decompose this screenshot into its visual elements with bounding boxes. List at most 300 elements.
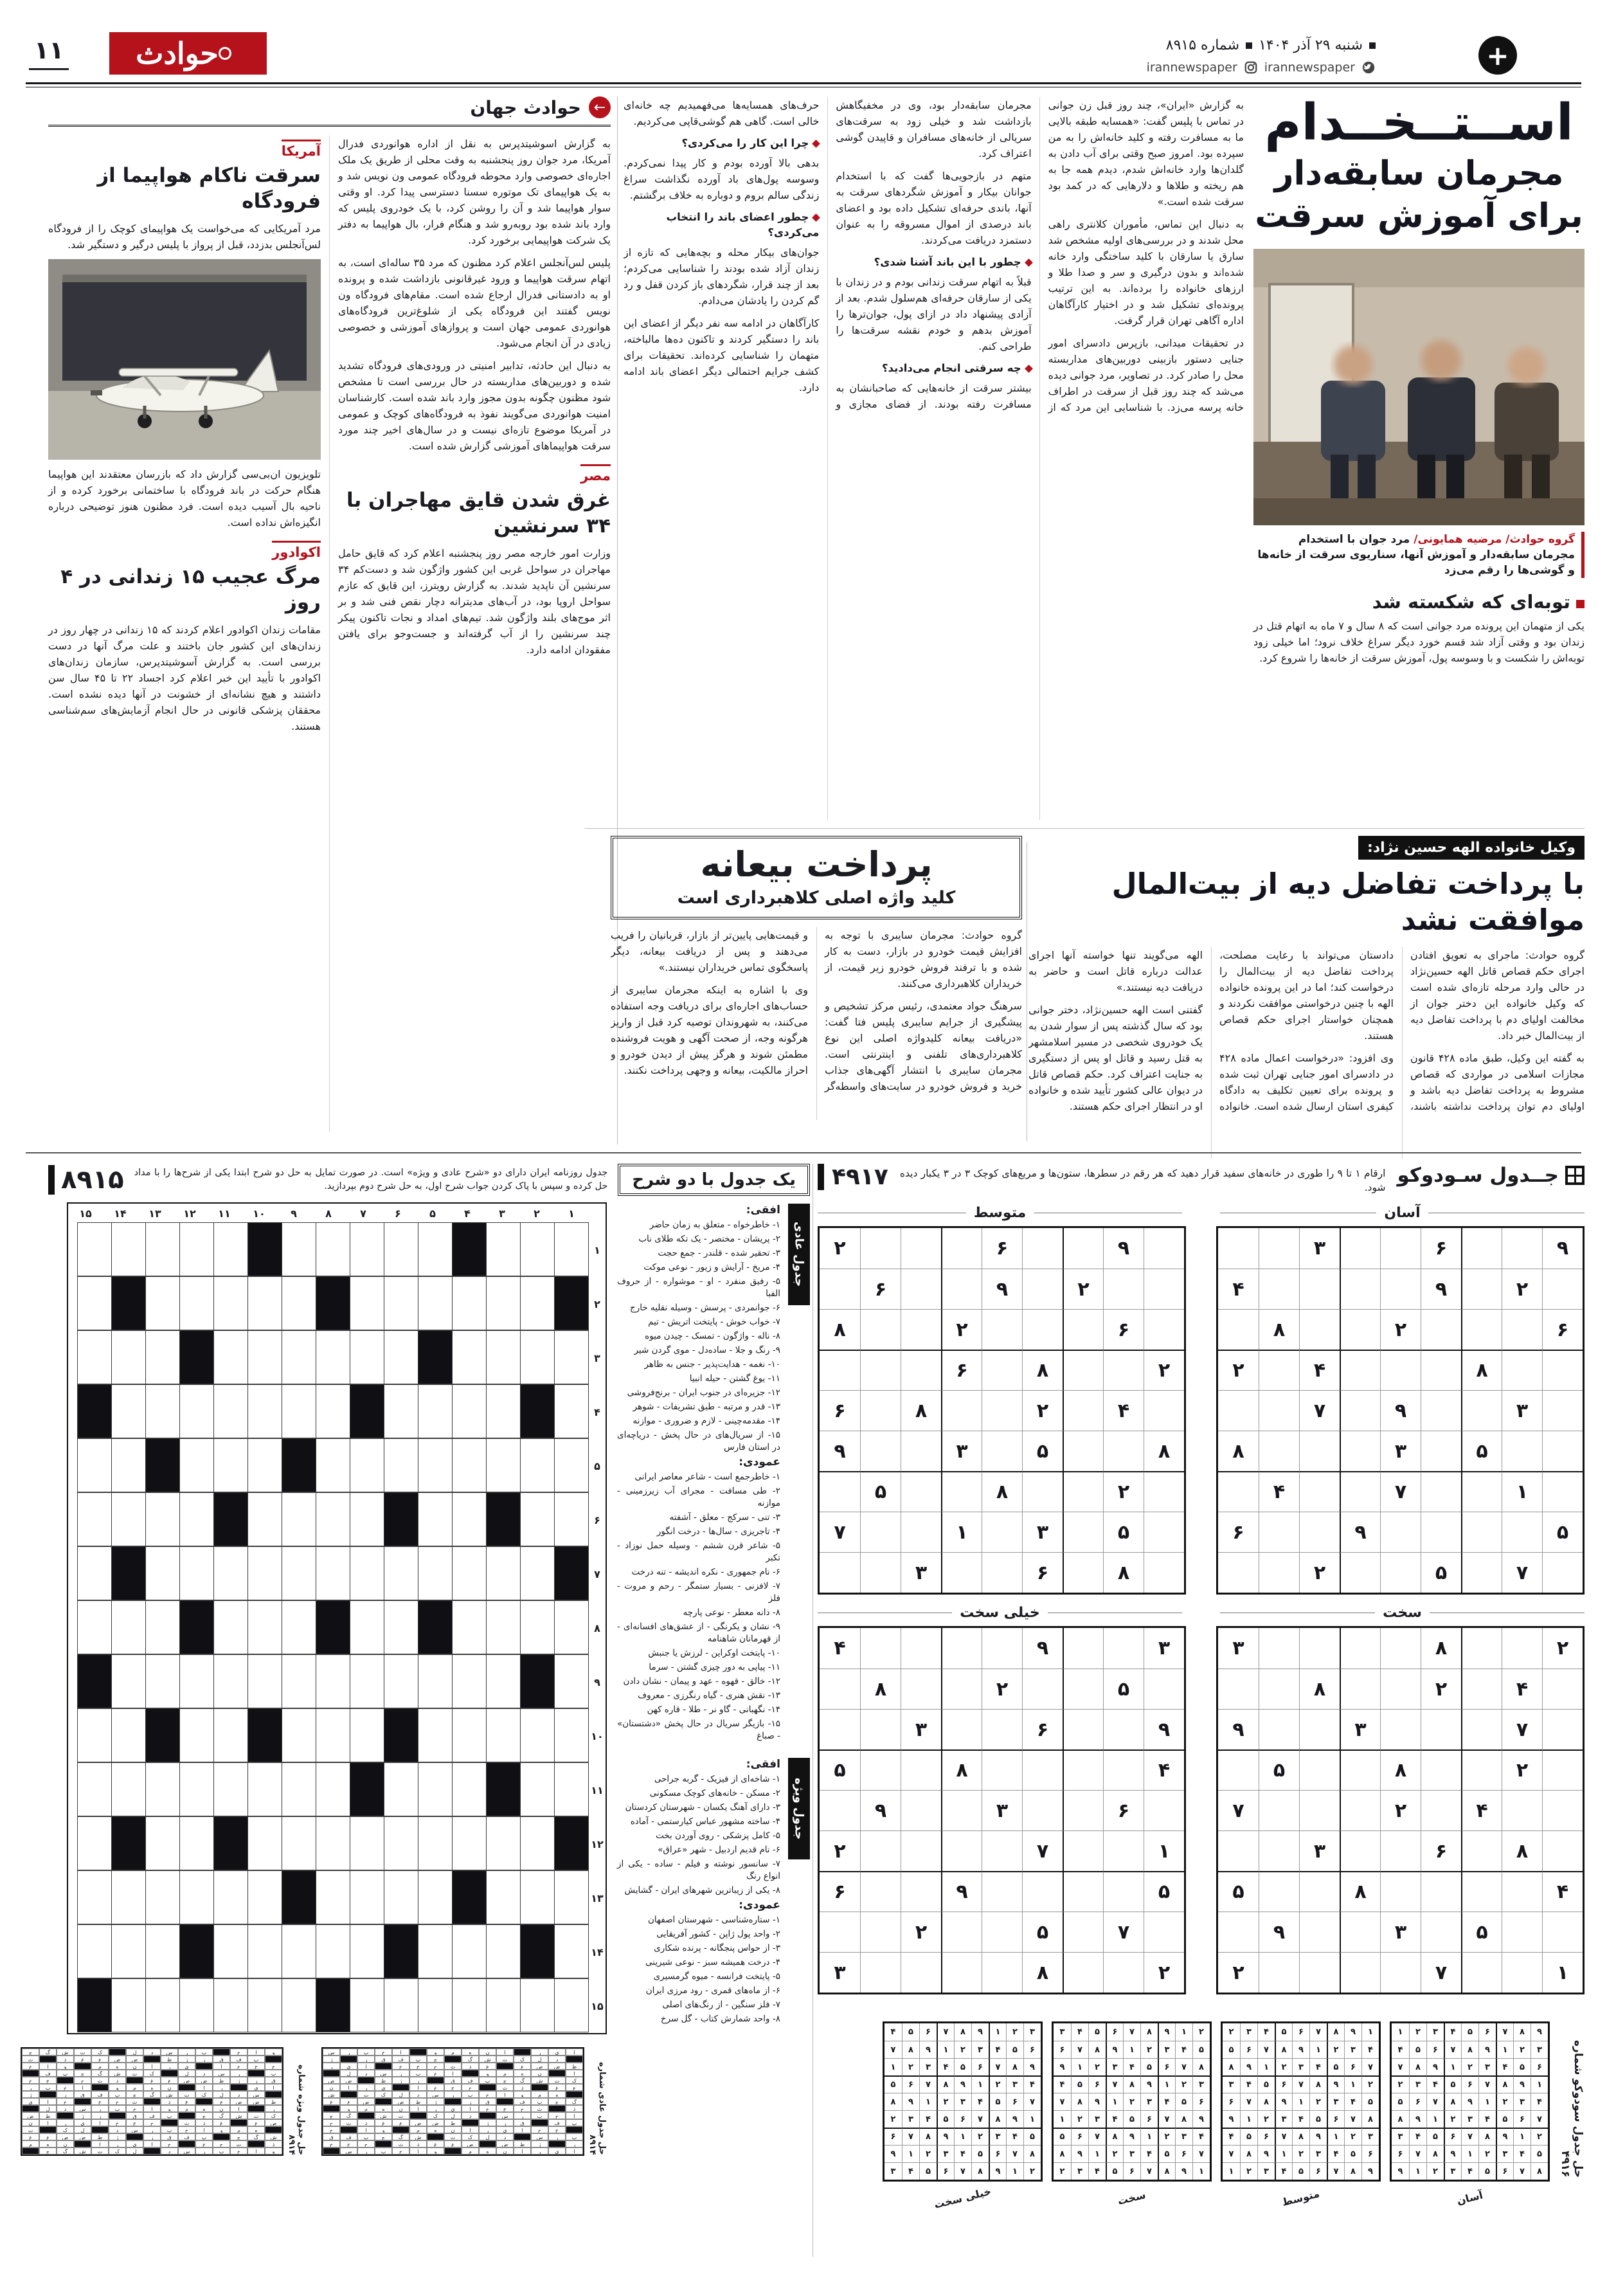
crossword-cell[interactable] [418,1276,453,1330]
crossword-cell[interactable] [452,1492,487,1546]
sudoku-cell: ۸ [1513,2023,1531,2041]
crossword-cell[interactable] [111,1384,146,1438]
crossword-cell[interactable] [350,1870,384,1924]
crossword-cell[interactable] [350,1222,384,1276]
crossword-cell[interactable] [350,1276,384,1330]
crossword-cell[interactable] [486,1222,521,1276]
crossword-cell[interactable] [179,1546,214,1600]
clue-item: ۷- سانسور نوشته و فیلم - ساده - یکی از انواع رنگ [617,1859,780,1881]
crossword-cell[interactable] [179,1816,214,1870]
sudoku-cell [1340,1431,1380,1471]
crossword-cell[interactable] [384,1870,418,1924]
crossword-cell[interactable] [247,1384,282,1438]
crossword-cell[interactable] [486,1546,521,1600]
crossword-cell[interactable] [213,1600,248,1654]
crossword-cell[interactable] [418,1654,453,1708]
crossword-cell[interactable] [452,1762,487,1816]
crossword-cell[interactable] [316,1762,350,1816]
sudoku-cell: ۹ [1340,1512,1380,1552]
sudoku-cell: ۹ [1240,2058,1257,2075]
crossword-cell[interactable] [316,1330,350,1384]
crossword-cell[interactable] [452,1978,487,2032]
crossword-cell[interactable] [282,1924,316,1978]
crossword-cell[interactable] [418,1708,453,1762]
crossword-cell[interactable] [213,1654,248,1708]
crossword-cell[interactable] [350,1816,384,1870]
crossword-cell[interactable] [350,1654,384,1708]
sudoku-cell: ۷ [1158,2110,1175,2128]
crossword-cell[interactable] [282,1978,316,2032]
sudoku-grid-easy[interactable] [1216,1226,1585,1595]
crossword-cell[interactable] [111,1222,146,1276]
crossword-cell[interactable] [418,1816,453,1870]
crossword-cell[interactable] [486,1384,521,1438]
crossword-cell[interactable] [554,1222,589,1276]
sudoku-cell: ۱ [1327,2128,1344,2145]
solution-cell: ش [109,2070,126,2077]
solution-cell: ت [74,2048,91,2056]
crossword-cell[interactable] [145,1546,180,1600]
crossword-cell[interactable] [247,1978,282,2032]
sudoku-cell: ۹ [1123,2128,1140,2145]
crossword-cell[interactable] [384,1384,418,1438]
crossword-cell[interactable] [452,1276,487,1330]
crossword-cell[interactable] [213,1330,248,1384]
crossword-cell[interactable] [77,1816,112,1870]
crossword-cell[interactable] [520,1978,555,2032]
solution-cell: خ [230,2063,247,2070]
crossword-cell[interactable] [111,1492,146,1546]
crossword-cell[interactable] [213,1546,248,1600]
crossword-cell[interactable] [486,1708,521,1762]
sudoku-cell: ۲ [1088,2058,1106,2075]
crossword-cell[interactable] [418,1384,453,1438]
sudoku-cell: ۴ [890,2027,896,2037]
solution-cell: خ [392,2147,409,2155]
sudoku-cell: ۶ [1257,2128,1275,2145]
crossword-cell[interactable] [145,1816,180,1870]
crossword-cell[interactable] [282,1384,316,1438]
crossword-cell[interactable] [77,1222,112,1276]
sudoku-cell: ۷ [1292,2075,1309,2093]
crossword-cell[interactable] [520,1492,555,1546]
crossword-cell[interactable] [384,1654,418,1708]
solution-cell: ج [496,2105,514,2112]
crossword-cell[interactable] [247,1438,282,1492]
airplane-photo [48,259,321,460]
sudoku-cell: ۳ [1478,2058,1496,2075]
sudoku-cell: ۷ [1218,1790,1259,1830]
crossword-cell[interactable] [418,1438,453,1492]
sudoku-grid-very-hard[interactable] [818,1626,1186,1994]
crossword-cell[interactable] [418,1924,453,1978]
crossword-cell[interactable] [247,1330,282,1384]
crossword-cell[interactable] [145,1492,180,1546]
solution-cell: د [230,2091,247,2098]
clue-item: ۶- از ماه‌های قمری - رود مرزی ایران [645,1985,780,1996]
bullet-icon [1369,42,1376,49]
crossword-cell[interactable] [213,1978,248,2032]
crossword-cell[interactable] [77,1330,112,1384]
sudoku-cell: ۲ [1144,1350,1184,1390]
crossword-cell[interactable] [384,1330,418,1384]
crossword-cell[interactable] [350,1978,384,2032]
crossword-cell[interactable] [350,1438,384,1492]
sudoku-cell: ۸ [1409,2058,1426,2075]
crossword-cell[interactable] [282,1816,316,1870]
crossword-cell[interactable] [247,1654,282,1708]
crossword-cell[interactable] [179,1870,214,1924]
crossword-cell[interactable] [418,1222,453,1276]
crossword-cell[interactable] [77,1546,112,1600]
crossword-cell[interactable] [111,1438,146,1492]
solution-cell: ا [143,2105,161,2112]
sudoku-cell [1103,1431,1144,1471]
crossword-cell[interactable] [247,1492,282,1546]
solution-cell: ح [109,2098,126,2105]
crossword-solution-special: حل جدول ویژه شماره ۸۹۱۴ و ا خ ب ر س د ل ک ت ش گ چ پ ف ق ز ژ ط ض ص ع غ ذ ث ح ج خ ا ی ر ا ن ه م و ا خ ب ر س د ل ک ت ش گ چ پ ف ق ز ژ ط ض ص ع غ ذ ث ح ج خ ا ی ر ا ن ه م و ا خ ب ر س د ل ک ت ش گ چ پ ف ق ز ژ ط ض ص ع غ ذ ث ح ج خ ا ی ر ا ن ه م و ا خ ب ر س د ل ک ت ش گ چ پ ف ق ز ژ ط ض ص ع غ ذ ث ح ج خ ا ی ر ا ن ه م و ا خ ب ر س د ل ک ت ش گ چ پ ف ق ز ژ ط ض ص ع غ ذ ث ح ج خ ا ی ر ا ن ه م و ا خ ب ر س د ل ک ت ش گ چ [21,2047,306,2156]
solution-cell: ع [161,2077,178,2084]
crossword-cell[interactable] [179,1654,214,1708]
crossword-cell[interactable] [486,1600,521,1654]
twitter-handle[interactable]: irannewspaper [1264,60,1355,75]
crossword-cell[interactable] [145,1870,180,1924]
crossword-cell[interactable] [554,1762,589,1816]
crossword-cell[interactable] [77,1762,112,1816]
sudoku-cell: ۳ [1340,1709,1380,1749]
crossword-cell[interactable] [452,1546,487,1600]
crossword-cell[interactable] [213,1870,248,1924]
crossword-cell[interactable] [77,1276,112,1330]
crossword-cell[interactable] [486,1654,521,1708]
instagram-icon[interactable] [1244,60,1258,75]
body-paragraph: سرهنگ جواد معتمدی، رئیس مرکز تشخیص و پیشگیری از جرایم سایبری پلیس فتا گفت: «دریافت بیعانه کلیدواژه اصلی این نوع کلاهبرداری‌های تلفنی و اینترنتی است. مجرمان سایبری با انتشار آگهی‌های جذاب خرید و فروش خودرو در سایت‌های واسطه‌گر و قیمت‌هایی پایین‌تر از بازار، قربانیان را فریب می‌دهند و پس از دریافت بیعانه، دیگر پاسخگوی تماس خریداران نیستند.» [611,929,1022,1092]
crossword-cell[interactable] [554,1384,589,1438]
crossword-cell[interactable] [520,1600,555,1654]
sudoku-cell: ۲ [1106,2145,1123,2162]
crossword-cell[interactable] [247,1816,282,1870]
crossword-cell[interactable] [520,1816,555,1870]
crossword-cell[interactable] [179,1438,214,1492]
down-title: عمودی: [739,1899,780,1912]
sudoku-cell [1299,1309,1340,1350]
solution-cell: ا [195,2126,213,2133]
sudoku-cell: ۹ [1461,2093,1478,2110]
sudoku-cell [820,1709,860,1749]
crossword-cell[interactable] [213,1708,248,1762]
crossword-cell[interactable] [520,1546,555,1600]
crossword-cell[interactable] [111,1600,146,1654]
crossword-cell[interactable] [77,1492,112,1546]
crossword-cell[interactable] [486,1276,521,1330]
sudoku-cell: ۳ [901,1709,941,1749]
crossword-cell[interactable] [418,1870,453,1924]
crossword-cell[interactable] [213,1222,248,1276]
crossword-cell[interactable] [418,1762,453,1816]
sudoku-cell: ۸ [1023,2145,1041,2162]
crossword-cell[interactable] [520,1708,555,1762]
crossword-cell[interactable] [77,1924,112,1978]
crossword-cell[interactable] [77,1870,112,1924]
twitter-icon[interactable] [1361,60,1376,75]
body-paragraph: وی با اشاره به اینکه مجرمان سایبری از حساب‌های اجاره‌ای برای دریافت وجه استفاده می‌کنند، به شهروندان توصیه کرد قبل از واریز هرگونه وجه، از صحت آگهی و هویت فروشنده مطمئن شوند و هرگز پیش از دیدن خودرو و احراز مالکیت، بیعانه و وجهی پرداخت نکنند. [611,984,808,1076]
crossword-cell[interactable] [384,1978,418,2032]
crossword-cell[interactable] [554,1654,589,1708]
sudoku-cell: ۸ [1531,2162,1548,2180]
sudoku-cell [860,1749,901,1790]
crossword-cell[interactable] [247,1870,282,1924]
sudoku-cell: ۹ [1426,2058,1444,2075]
crossword-cell[interactable] [554,1492,589,1546]
crossword-cell[interactable] [179,1222,214,1276]
crossword-cell [350,1384,384,1438]
instagram-handle[interactable]: irannewspaper [1146,60,1237,75]
plus-button[interactable]: + [1478,36,1517,75]
crossword-cell[interactable] [384,1816,418,1870]
across-title: افقی: [746,1758,780,1771]
crossword-cell[interactable] [179,1762,214,1816]
solution-cell: ع [392,2119,409,2126]
sudoku-cell [941,1628,982,1668]
crossword-cell[interactable] [452,1654,487,1708]
crossword-cell[interactable] [145,1330,180,1384]
sudoku-cell [1063,1431,1103,1471]
crossword-cell[interactable] [520,1438,555,1492]
crossword-cell[interactable] [145,1762,180,1816]
crossword-cell[interactable] [213,1438,248,1492]
crossword-cell[interactable] [145,1600,180,1654]
crossword-cell[interactable] [145,1654,180,1708]
sudoku-cell [1259,1709,1299,1749]
sudoku-cell: ۷ [1223,2145,1240,2162]
crossword-cell[interactable] [418,1492,453,1546]
solution-cell: ط [265,2098,282,2105]
crossword-cell[interactable] [316,1222,350,1276]
crossword-cell[interactable] [452,1600,487,1654]
crossword-cell[interactable] [145,1222,180,1276]
crossword-cell[interactable] [486,1438,521,1492]
sudoku-cell: ۸ [860,1668,901,1709]
crossword-cell[interactable] [316,1438,350,1492]
crossword-cell[interactable] [145,1924,180,1978]
solution-cell: ر [323,2063,340,2070]
crossword-cell[interactable] [213,1924,248,1978]
crossword-cell[interactable] [179,1384,214,1438]
crossword-cell[interactable] [350,1546,384,1600]
sudoku-cell: ۵ [1531,2145,1548,2162]
crossword-cell[interactable] [179,1276,214,1330]
body-paragraph: گفتنی است الهه حسین‌نژاد، دختر جوانی بود که سال گذشته پس از سوار شدن به یک خودروی شخصی در مسیر اسلامشهر به قتل رسید و قاتل او پس از دستگیری به جنایت اعتراف کرد. حکم قصاص قاتل در دیوان عالی کشور تأیید شده و خانواده او در انتظار اجرای حکم هستند. [1028,1004,1203,1112]
crossword-cell[interactable] [418,1978,453,2032]
crossword-cell[interactable] [350,1330,384,1384]
crossword-cell[interactable] [145,1276,180,1330]
ecuador-body: مقامات زندان اکوادور اعلام کردند که ۱۵ زندانی در چهار روز در زندان‌های این کشور جان باختند و علت مرگ آنها در دست بررسی است. به گزارش آسوشیتدپرس، سازمان زندان‌های اکوادور با تأیید این خبر اعلام کرد اجساد ۲۲ تا ۴۵ سال سن داشتند و هیچ نشانه‌ای از خشونت در آنها دیده نشده است. محققان پزشکی قانونی در حال انجام آزمایش‌های سم‌شناسی هستند. [48,624,321,732]
sudoku-rules: ارقام ۱ تا ۹ را طوری در خانه‌های سفید قرار دهید که هر رقم در سطرها، ستون‌ها و مربع‌های کوچک ۳ در ۳ یکبار دیده شود. [899,1168,1386,1193]
crossword-cell[interactable] [179,1978,214,2032]
solution-cell: د [462,2112,479,2119]
crossword-cell[interactable] [316,1546,350,1600]
crossword-cell[interactable] [282,1276,316,1330]
crossword-cell[interactable] [179,1708,214,1762]
solution-cell: ا [357,2126,375,2133]
crossword-cell[interactable] [554,1924,589,1978]
crossword-cell[interactable] [316,1654,350,1708]
grid-col-number: ۶ [395,1207,401,1220]
sudoku-grid-hard[interactable] [1216,1626,1585,1994]
crossword-cell[interactable] [316,1492,350,1546]
crossword-cell[interactable] [111,1654,146,1708]
sudoku-cell: ۲ [820,1830,860,1871]
crossword-cell[interactable] [316,1816,350,1870]
crossword-cell[interactable] [247,1546,282,1600]
deposit-body [611,927,1022,1120]
crossword-cell[interactable] [316,1870,350,1924]
crossword-cell[interactable] [316,1924,350,1978]
crossword-cell[interactable] [179,1492,214,1546]
crossword-cell[interactable] [554,1600,589,1654]
crossword-cell[interactable] [145,1384,180,1438]
sudoku-cell: ۴ [971,2093,989,2110]
crossword-cell[interactable] [350,1600,384,1654]
crossword-cell[interactable] [486,1924,521,1978]
solution-cell: ث [91,2077,109,2084]
solution-cell: ژ [22,2091,39,2098]
crossword-cell[interactable] [520,1330,555,1384]
usa-headline: سرقت ناکام هواپیما از فرودگاه [97,164,321,213]
crossword-cell[interactable] [282,1654,316,1708]
crossword-cell[interactable] [384,1600,418,1654]
clue-item: ۱۴- مقدمه‌چینی - لازم و ضروری - موازنه [633,1416,780,1426]
sudoku-cell: ۸ [1071,2093,1088,2110]
solution-cell: و [427,2147,444,2155]
sudoku-grid-medium[interactable] [818,1226,1186,1595]
sudoku-cell: ۸ [1144,1431,1184,1471]
crossword-cell[interactable] [384,1438,418,1492]
crossword-cell[interactable] [486,1330,521,1384]
crossword-cell[interactable] [520,1870,555,1924]
sudoku-cell: ۶ [1275,2075,1292,2093]
sudoku-cell [1022,1269,1063,1309]
solution-cell: د [548,2056,566,2063]
crossword-cell[interactable] [247,1762,282,1816]
sudoku-cell [982,1512,1022,1552]
sudoku-cell: ۵ [1103,1512,1144,1552]
crossword-cell[interactable] [111,1870,146,1924]
crossword-cell[interactable] [111,1330,146,1384]
crossword-cell[interactable] [554,1438,589,1492]
crossword-cell [520,1384,555,1438]
solution-cell: ق [323,2133,340,2140]
crossword-cell[interactable] [554,1978,589,2032]
crossword-cell[interactable] [282,1546,316,1600]
crossword-cell[interactable] [384,1222,418,1276]
crossword-cell[interactable] [282,1600,316,1654]
crossword-cell[interactable] [247,1276,282,1330]
crossword-cell[interactable] [520,1276,555,1330]
solution-cell: ک [143,2070,161,2077]
crossword-cell[interactable] [554,1708,589,1762]
crossword-cell[interactable] [111,1978,146,2032]
crossword-cell[interactable] [452,1438,487,1492]
crossword-cell[interactable] [316,1384,350,1438]
sudoku-cell: ۸ [982,1471,1022,1512]
grid-col-number: ۱ [568,1207,575,1220]
solution-cell [247,2140,265,2147]
sudoku-cell [1218,1309,1259,1350]
grid-col-number: ۱۳ [148,1207,161,1220]
crossword-cell[interactable] [418,1546,453,1600]
crossword-cell[interactable] [282,1762,316,1816]
sudoku-cell [901,1471,941,1512]
crossword-cell[interactable] [520,1762,555,1816]
crossword-cell[interactable] [452,1816,487,1870]
crossword-cell[interactable] [384,1276,418,1330]
crossword-cell[interactable] [213,1276,248,1330]
sudoku-cell [1542,1749,1583,1790]
crossword-cell[interactable] [486,1816,521,1870]
crossword-cell[interactable] [384,1762,418,1816]
sudoku-cell: ۸ [1218,1431,1259,1471]
solution-cell: ی [74,2119,91,2126]
sudoku-cell: ۵ [1461,1431,1502,1471]
crossword-cell[interactable] [452,1330,487,1384]
crossword-cell[interactable] [77,1438,112,1492]
crossword-cell[interactable] [282,1222,316,1276]
crossword-cell[interactable] [350,1924,384,1978]
clue-item: ۱۲- جزیره‌ای در جنوب ایران - برنج‌فروشی [627,1388,780,1398]
crossword-cell[interactable] [554,1330,589,1384]
sudoku-cell: ۴ [1531,2093,1548,2110]
crossword-cell[interactable] [111,1762,146,1816]
crossword-cell[interactable] [77,1600,112,1654]
crossword-cell[interactable] [213,1384,248,1438]
crossword-cell[interactable] [350,1492,384,1546]
crossword-cell[interactable] [213,1762,248,1816]
crossword-cell[interactable] [452,1384,487,1438]
crossword-cell[interactable] [282,1330,316,1384]
crossword-cell[interactable] [316,1708,350,1762]
crossword-cell[interactable] [486,1978,521,2032]
crossword-cell[interactable] [247,1924,282,1978]
clue-item: ۱۱- یوغ گشتن - حیله انبیا [689,1373,780,1384]
crossword-cell[interactable] [384,1546,418,1600]
crossword-cell[interactable] [111,1708,146,1762]
crossword-cell[interactable] [282,1708,316,1762]
solution-cell: ق [514,2119,531,2126]
crossword-cell[interactable] [247,1600,282,1654]
crossword-grid[interactable] [67,1202,607,2034]
crossword-cell[interactable] [452,1708,487,1762]
crossword-cell[interactable] [554,1870,589,1924]
crossword-cell[interactable] [282,1492,316,1546]
crossword-cell[interactable] [486,1870,521,1924]
body-paragraph: گروه حوادث: ماجرای به تعویق افتادن اجرای حکم قصاص قاتل الهه حسین‌نژاد در حالی وارد مرحله تازه‌ای شده است که وکیل خانواده این دختر جوان از مخالفت اولیای دم با پرداخت تفاضل دیه از بیت‌المال خبر داد. [1410,949,1585,1042]
crossword-cell[interactable] [452,1924,487,1978]
sudoku-cell: ۵ [1103,1668,1144,1709]
sudoku-cell: ۵ [1392,2093,1409,2110]
crossword-cell[interactable] [520,1222,555,1276]
sudoku-cell [901,1749,941,1790]
sudoku-cell [820,1350,860,1390]
crossword-cell[interactable] [111,1924,146,1978]
sudoku-difficulty-label: آسان [1220,1205,1585,1221]
crossword-cell[interactable] [145,1978,180,2032]
crossword-cell[interactable] [350,1708,384,1762]
crossword-cell[interactable] [77,1708,112,1762]
solution-cell: م [531,2091,548,2098]
solution-cell [409,2112,427,2119]
solution-cell: ی [375,2084,392,2091]
